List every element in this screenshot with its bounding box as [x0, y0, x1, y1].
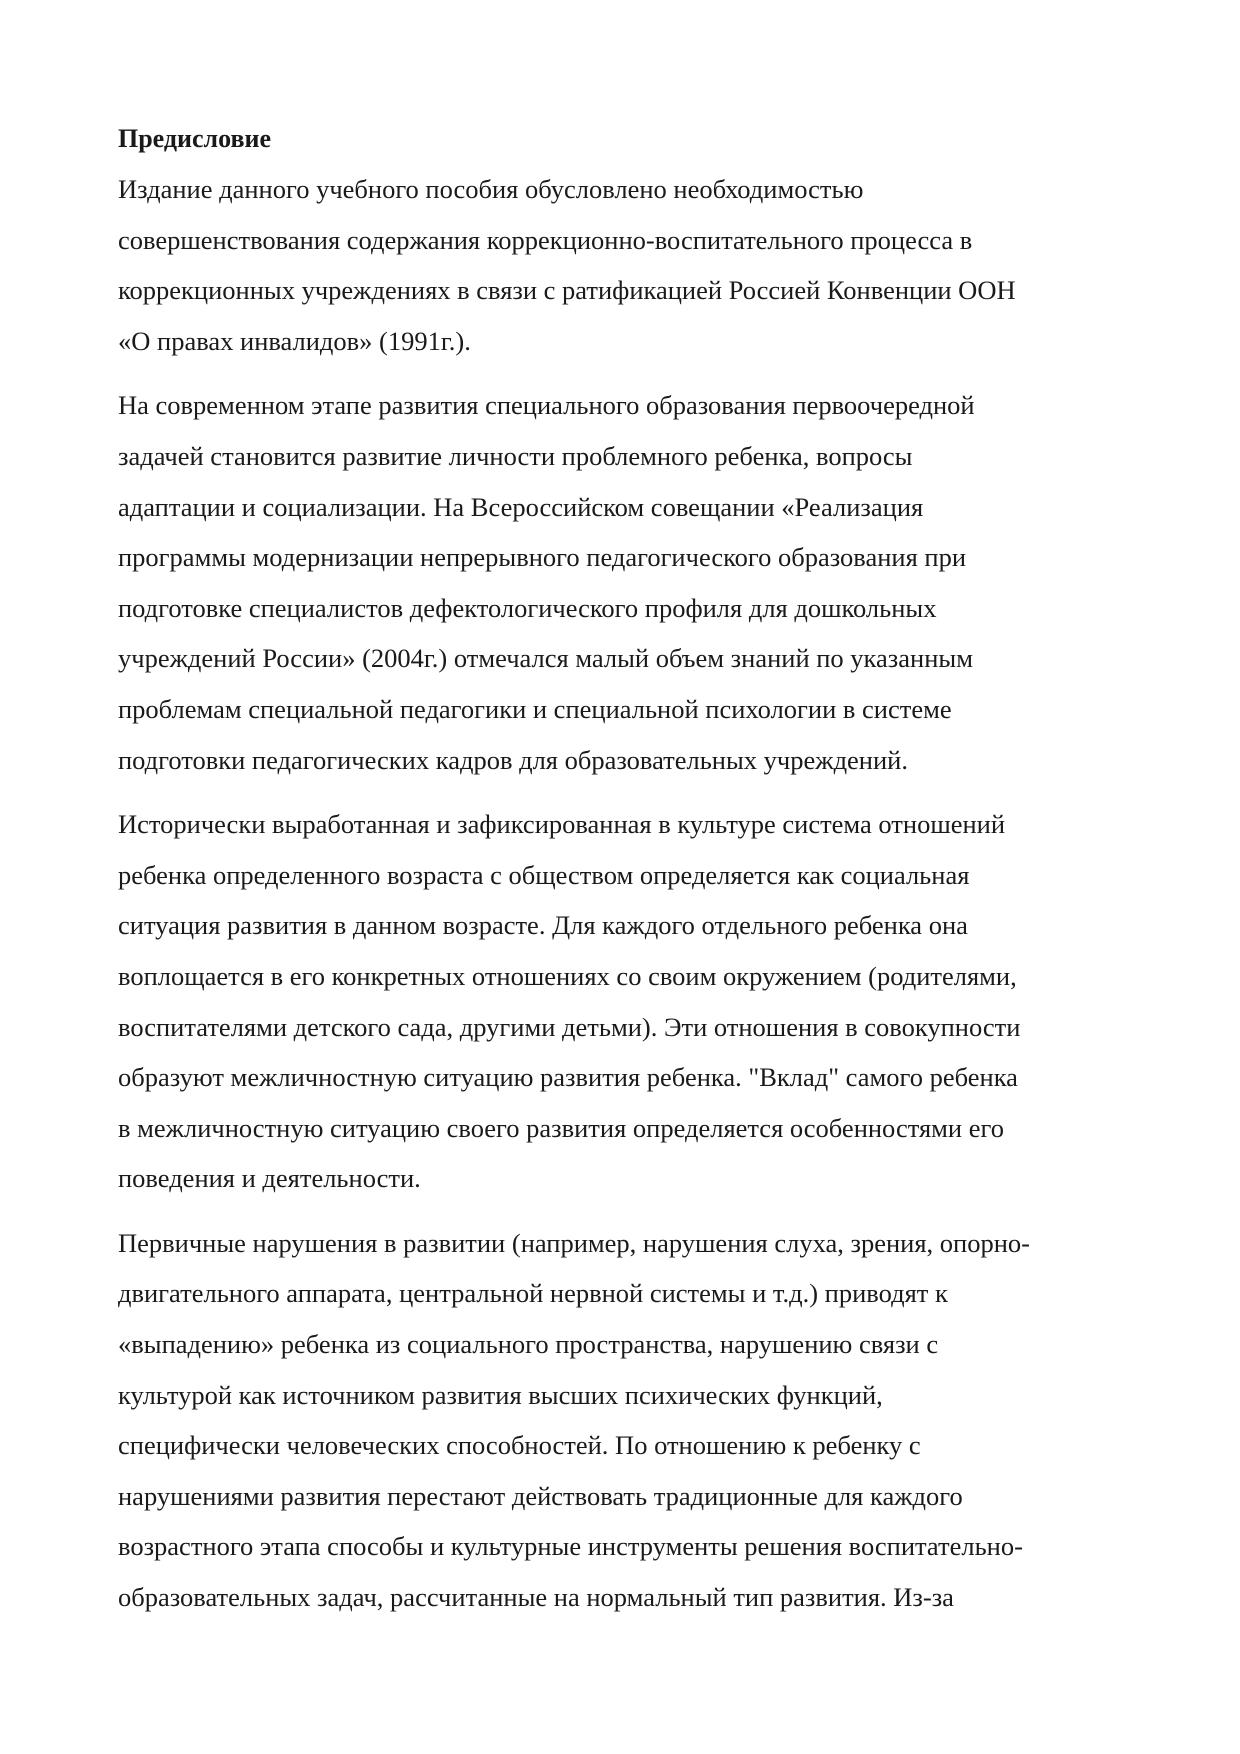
- text-line: подготовки педагогических кадров для образовательных учреждений.: [118, 744, 908, 775]
- section-heading: Предисловие: [118, 124, 272, 153]
- text-line: проблемам специальной педагогики и специальной психологии в системе: [118, 693, 952, 724]
- text-line: воспитателями детского сада, другими детьми). Эти отношения в совокупности: [118, 1011, 1021, 1042]
- text-line: воплощается в его конкретных отношениях со своим окружением (родителями,: [118, 960, 1017, 991]
- text-line: «О правах инвалидов» (1991г.).: [118, 325, 471, 356]
- text-line: адаптации и социализации. На Всероссийском совещании «Реализация: [118, 491, 924, 522]
- text-line: Исторически выработанная и зафиксированная в культуре система отношений: [118, 809, 1006, 840]
- text-line: культурой как источником развития высших психических функций,: [118, 1379, 883, 1410]
- document-page: [118, 116, 1128, 1637]
- text-line: образуют межличностную ситуацию развития ребенка. "Вклад" самого ребенка: [118, 1062, 1018, 1093]
- text-line: Первичные нарушения в развитии (например, нарушения слуха, зрения, опорно-: [118, 1227, 1030, 1258]
- paragraph: [118, 1218, 1128, 1623]
- paragraph: [118, 380, 1128, 785]
- text-line: На современном этапе развития специального образования первоочередной: [118, 390, 975, 421]
- text-line: ситуация развития в данном возрасте. Для каждого отдельного ребенка она: [118, 910, 968, 941]
- text-line: в межличностную ситуацию своего развития определяется особенностями его: [118, 1112, 1004, 1143]
- text-line: образовательных задач, рассчитанные на нормальный тип развития. Из-за: [118, 1582, 954, 1613]
- text-line: ребенка определенного возраста с обществом определяется как социальная: [118, 859, 970, 890]
- text-line: двигательного аппарата, центральной нервной системы и т.д.) приводят к: [118, 1278, 948, 1309]
- text-line: учреждений России» (2004г.) отмечался малый объем знаний по указанным: [118, 643, 973, 674]
- text-line: коррекционных учреждениях в связи с ратификацией Россией Конвенции ООН: [118, 275, 1016, 306]
- text-line: подготовке специалистов дефектологического профиля для дошкольных: [118, 592, 937, 623]
- text-line: поведения и деятельности.: [118, 1163, 421, 1194]
- text-line: совершенствования содержания коррекционно-воспитательного процесса в: [118, 224, 973, 255]
- text-line: нарушениями развития перестают действовать традиционные для каждого: [118, 1480, 963, 1511]
- text-line: программы модернизации непрерывного педагогического образования при: [118, 542, 967, 573]
- text-line: специфически человеческих способностей. По отношению к ребенку с: [118, 1430, 921, 1461]
- text-line: возрастного этапа способы и культурные инструменты решения воспитательно-: [118, 1531, 1023, 1562]
- text-line: Издание данного учебного пособия обусловлено необходимостью: [118, 174, 864, 204]
- paragraph: [118, 164, 1128, 366]
- document-body: [118, 164, 1128, 1623]
- text-line: «выпадению» ребенка из социального пространства, нарушению связи с: [118, 1329, 939, 1360]
- paragraph: [118, 799, 1128, 1204]
- text-line: задачей становится развитие личности проблемного ребенка, вопросы: [118, 440, 913, 471]
